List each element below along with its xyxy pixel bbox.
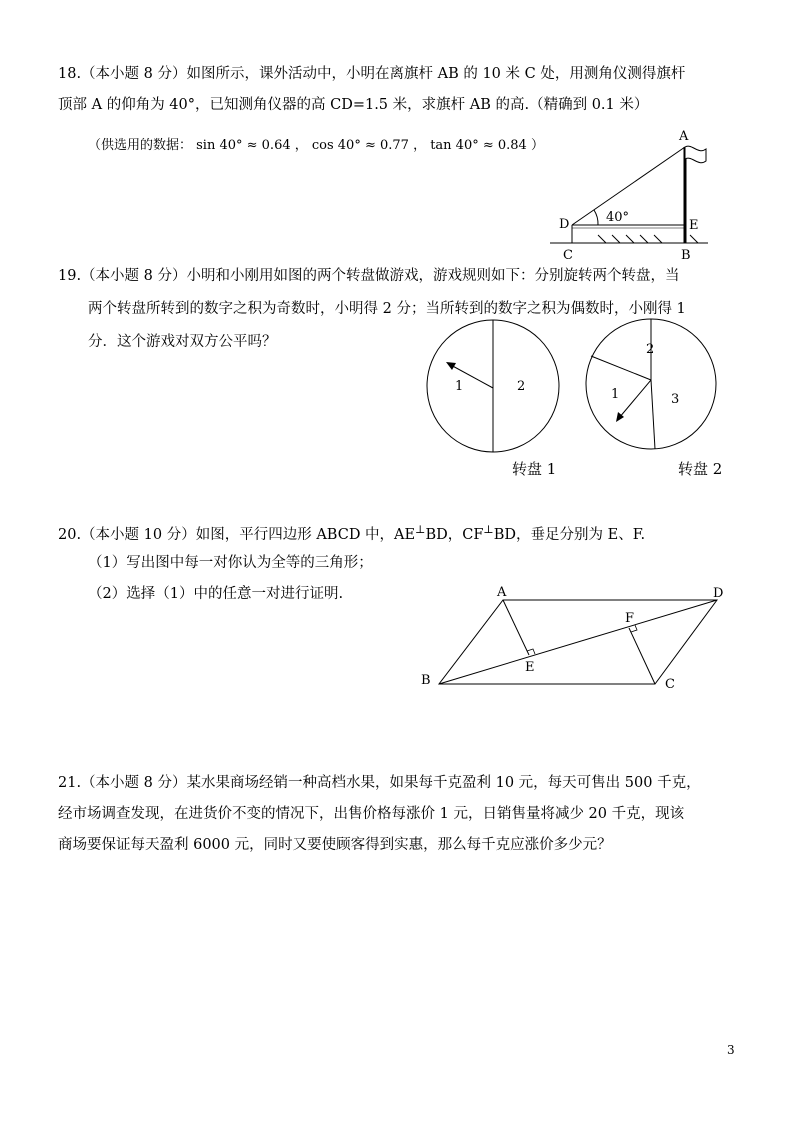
- q20-line1: [58, 520, 645, 545]
- point-label-f: F: [625, 611, 635, 626]
- q21-line1: 21.（本小题 8 分）某水果商场经销一种高档水果，如果每千克盈利 10 元，每天可售出 500 千克，: [58, 775, 701, 791]
- point-label-d: D: [559, 217, 570, 232]
- spinner-2-caption: 转盘 2: [678, 460, 723, 478]
- q21-line3: 商场要保证每天盈利 6000 元，同时又要使顾客得到实惠，那么每千克应涨价多少元？: [58, 837, 612, 853]
- angle-label: 40°: [606, 210, 630, 225]
- flagpole-figure: [540, 125, 720, 265]
- page-number: 3: [727, 1043, 735, 1057]
- point-label-b: B: [421, 673, 431, 688]
- spinner-1-number-1: 1: [455, 379, 464, 394]
- q19-line3: 分．这个游戏对双方公平吗？: [88, 334, 277, 350]
- q20-sub2: （2）选择（1）中的任意一对进行证明.: [88, 586, 344, 602]
- parallelogram-figure: [415, 582, 735, 694]
- point-label-b: B: [681, 248, 691, 263]
- spinner-2-number-1: 1: [611, 387, 620, 402]
- spinner-1-caption: 转盘 1: [512, 460, 557, 478]
- perp-symbol: ⊥: [415, 523, 426, 536]
- spinner-2: [585, 318, 717, 450]
- spinner-1: [425, 318, 561, 454]
- point-label-c: C: [665, 677, 675, 692]
- point-label-e: E: [689, 218, 699, 233]
- point-label-d: D: [713, 586, 724, 601]
- q20-line1-part-c: BD，垂足分别为 E、F.: [493, 527, 646, 543]
- point-label-a: A: [497, 585, 507, 600]
- spinner-1-number-2: 2: [517, 379, 526, 394]
- spinner-2-number-3: 3: [671, 392, 680, 407]
- q21-line2: 经市场调查发现，在进货价不变的情况下，出售价格每涨价 1 元，日销售量将减少 20 千克，现该: [58, 806, 685, 822]
- q19-line2: 两个转盘所转到的数字之积为奇数时，小明得 2 分；当所转到的数字之积为偶数时，小刚得 1: [88, 301, 686, 317]
- perp-symbol: ⊥: [483, 523, 494, 536]
- q20-sub1: （1）写出图中每一对你认为全等的三角形；: [88, 555, 373, 571]
- q20-line1-part-a: 20.（本小题 10 分）如图，平行四边形 ABCD 中，AE: [58, 527, 416, 543]
- q19-line1: 19.（本小题 8 分）小明和小刚用如图的两个转盘做游戏，游戏规则如下：分别旋转两个转盘，当: [58, 268, 680, 284]
- q20-line1-part-b: BD，CF: [425, 527, 484, 543]
- point-label-a: A: [679, 129, 689, 144]
- q18-line1: 18.（本小题 8 分）如图所示，课外活动中，小明在离旗杆 AB 的 10 米 C 处，用测角仪测得旗杆: [58, 66, 686, 82]
- point-label-c: C: [563, 248, 573, 263]
- spinner-2-number-2: 2: [646, 342, 655, 357]
- q18-data-hint: （供选用的数据： sin 40° ≈ 0.64 ， cos 40° ≈ 0.77 ， tan 40° ≈ 0.84 ）: [88, 138, 544, 153]
- q18-line2: 顶部 A 的仰角为 40°，已知测角仪器的高 CD=1.5 米，求旗杆 AB 的高.（精确到 0.1 米）: [58, 97, 649, 113]
- point-label-e: E: [525, 660, 535, 675]
